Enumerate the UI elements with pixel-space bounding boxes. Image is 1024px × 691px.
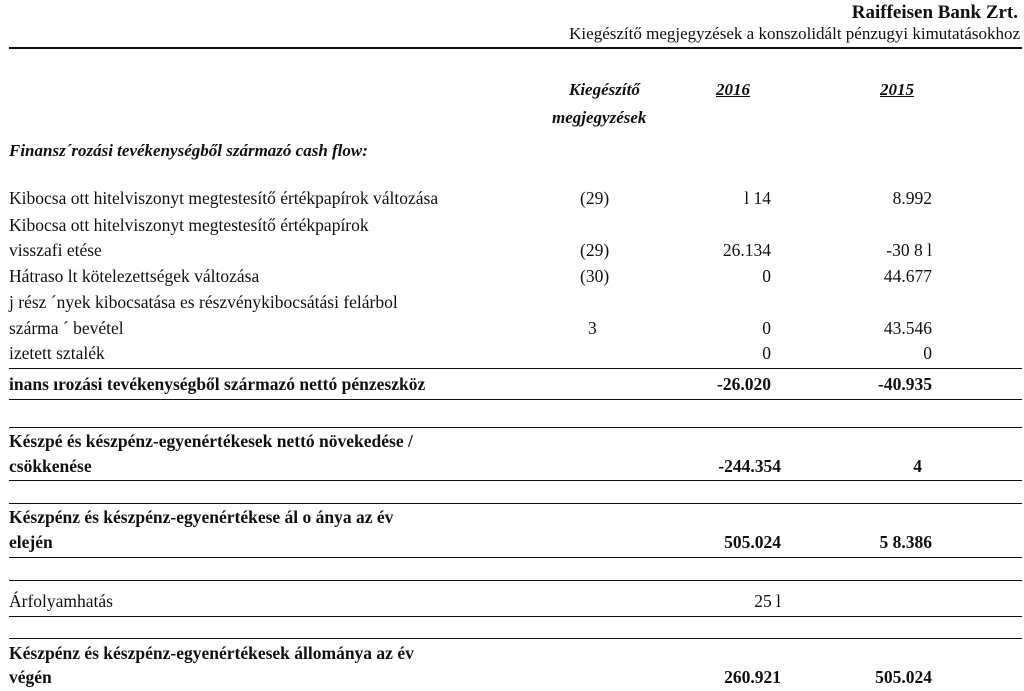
row-value-2016: 26.134 (722, 240, 771, 260)
summary-value-2015: 4 (913, 456, 922, 476)
row-value-2015: 8.992 (892, 188, 932, 208)
row-note: (30) (580, 266, 610, 286)
subtotal-rule-top (9, 368, 1022, 369)
summary-rule-top (9, 427, 1022, 428)
summary-label-line1: Készpénz és készpénz-egyenértékesek állománya az év (9, 643, 414, 663)
column-header-note-line2: megjegyzések (552, 108, 647, 127)
total-value-2015: -40.935 (878, 374, 932, 394)
row-value-2016: l 14 (744, 188, 771, 208)
row-label: Kibocsa ott hitelviszonyt megtestesítő értékpapírok változása (9, 188, 439, 208)
row-label: izetett sztalék (9, 343, 105, 363)
column-header-2016: 2016 (716, 80, 750, 99)
column-header-2015: 2015 (880, 80, 914, 99)
total-value-2016: -26.020 (717, 374, 771, 394)
section-title: Finansz´rozási tevékenységből származó cash flow: (9, 141, 368, 160)
summary-value-2016: -244.354 (718, 456, 781, 476)
summary-label-line2: elején (9, 532, 53, 552)
summary-label-line1: Készpénz és készpénz-egyenértékese ál o ánya az év (9, 507, 394, 527)
summary-label-line2: végén (9, 667, 52, 687)
summary-rule-top (9, 503, 1022, 504)
row-label-line2: szárma ´ bevétel (9, 318, 124, 338)
total-rule-bottom (9, 399, 1022, 400)
summary-label-line1: Készpé és készpénz-egyenértékesek nettó növekedése / (9, 431, 413, 451)
column-header-note-line1: Kiegészítő (569, 80, 640, 99)
summary-value-2016: 25 l (754, 591, 781, 611)
summary-rule-bottom (9, 557, 1022, 558)
total-label: inans ırozási tevékenységből származó nettó pénzeszköz (9, 374, 426, 394)
row-note: 3 (588, 318, 597, 338)
summary-label-line2: csökkenése (9, 456, 92, 476)
summary-label-line1: Árfolyamhatás (9, 591, 113, 611)
summary-value-2015: 505.024 (875, 667, 932, 687)
summary-rule-bottom (9, 480, 1022, 481)
row-label: Hátraso lt kötelezettségek változása (9, 266, 260, 286)
row-value-2016: 0 (762, 266, 771, 286)
row-value-2016: 0 (762, 318, 771, 338)
row-value-2015: 43.546 (883, 318, 932, 338)
row-label-line1: Kibocsa ott hitelviszonyt megtestesítő értékpapírok (9, 215, 369, 235)
row-value-2016: 0 (762, 343, 771, 363)
row-note: (29) (580, 240, 610, 260)
row-label-line1: j rész ´nyek kibocsatása es részvénykibocsátási felárbol (9, 292, 398, 312)
summary-rule-top (9, 638, 1022, 639)
document-subtitle: Kiegészítő megjegyzések a konszolidált pénzugyi kimutatásokhoz (569, 24, 1020, 43)
header-rule (9, 47, 1022, 49)
bank-name: Raiffeisen Bank Zrt. (851, 2, 1018, 23)
row-value-2015: 0 (923, 343, 932, 363)
row-note: (29) (580, 188, 610, 208)
summary-rule-top (9, 580, 1022, 581)
summary-value-2015: 5 8.386 (879, 532, 932, 552)
row-value-2015: -30 8 l (886, 240, 932, 260)
row-value-2015: 44.677 (883, 266, 932, 286)
row-label-line2: visszafi etése (9, 240, 102, 260)
summary-value-2016: 260.921 (724, 667, 781, 687)
summary-rule-bottom (9, 616, 1022, 617)
summary-value-2016: 505.024 (724, 532, 781, 552)
